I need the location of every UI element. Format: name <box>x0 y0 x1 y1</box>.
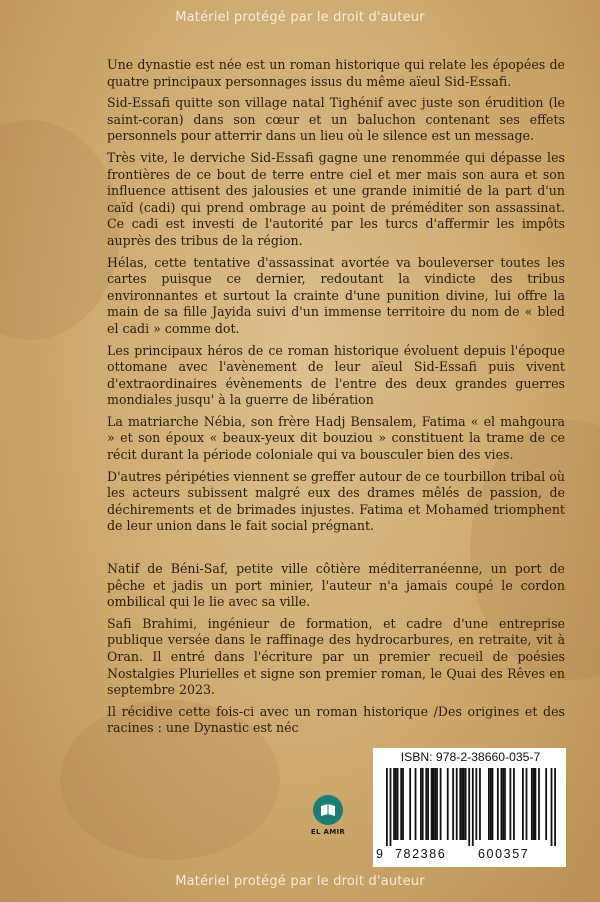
barcode-bar <box>533 768 535 840</box>
synopsis-paragraph: Une dynastie est née est un roman historique qui relate les épopées de quatre principaux personnages issus du même aïeul Sid-Essafi. <box>107 57 565 89</box>
barcode-bar <box>461 768 463 840</box>
barcode-bar <box>509 768 511 840</box>
barcode-bar <box>402 768 404 840</box>
barcode-bar <box>395 768 397 840</box>
synopsis-paragraph: Très vite, le derviche Sid-Essafi gagne une renommée qui dépasse les frontières de ce bout de terre entre ciel et mer mais son aura et son influence attisent des jalousies et une grande inimitié de la part d'un caïd (cadi) qui prend ombrage au point de préméditer son assassinat. Ce cadi est investi de l'autorité par les turcs d'affermir les impôts auprès des tribus de la région. <box>107 149 565 248</box>
synopsis-paragraph: Sid-Essafi quitte son village natal Tighénif avec juste son érudition (le saint-coran) dans son cœur et un baluchon contenant ses effets personnels pour atterrir dans un lieu où le silence est un message. <box>107 95 565 144</box>
synopsis-paragraph: Hélas, cette tentative d'assassinat avortée va bouleverser toutes les cartes puisque ce dernier, redoutant la vindicte des tribus environnantes et surtout la crainte d'une punition divine, lui offre la main de sa fille Jayida suivi d'un immense territoire du nom de « bled el cadi » comme dot. <box>107 254 565 336</box>
publisher-name: EL AMIR <box>310 828 346 836</box>
barcode-bar <box>422 768 424 840</box>
synopsis-paragraph: Les principaux héros de ce roman historique évoluent depuis l'époque ottomane avec l'avènement de leur aïeul Sid-Essafi puis vivent d'extraordinaires évènements de l'entre des deux grandes guerres mondiales jusqu' à la guerre de libération <box>107 342 565 408</box>
barcode-bar <box>400 768 402 840</box>
barcode-bar <box>479 768 481 840</box>
barcode-bar <box>513 768 515 840</box>
copyright-watermark-bottom: Matériel protégé par le droit d'auteur <box>175 874 425 889</box>
barcode-bar <box>468 768 470 846</box>
barcode-bar <box>545 768 547 840</box>
barcode-bar <box>531 768 533 840</box>
barcode-bar <box>522 768 524 840</box>
barcode-bar <box>409 768 411 840</box>
barcode-bar <box>538 768 540 840</box>
barcode-bar <box>393 768 395 840</box>
barcode-bar <box>501 768 503 840</box>
barcode-bar <box>551 768 553 846</box>
barcode-bar <box>463 768 465 840</box>
barcode <box>386 768 556 846</box>
author-bio-paragraph: Natif de Béni-Saf, petite ville côtière méditerranéenne, un port de pêche et jadis un port minier, l'auteur n'a jamais coupé le cordon ombilical qui le lie avec sa ville. <box>107 561 565 610</box>
back-cover-text <box>107 57 565 742</box>
copyright-watermark-top: Matériel protégé par le droit d'auteur <box>175 10 425 25</box>
synopsis-paragraph: La matriarche Nébia, son frère Hadj Bensalem, Fatima « el mahgoura » et son époux « beaux-yeux dit bouziou » constituent la trame de ce récit durant la période coloniale qui va bousculer bien des vies. <box>107 413 565 463</box>
barcode-bar <box>526 768 528 840</box>
synopsis-paragraph: D'autres péripéties viennent se greffer autour de ce tourbillon tribal où les acteurs subissent malgré eux des drames mêlés de passion, de déchirements et de brimades injustes. Fatima et Mohamed triomphent de leur union dans le fait social prégnant. <box>107 468 565 534</box>
barcode-bar <box>433 768 435 840</box>
barcode-digit-first: 9 <box>376 847 385 861</box>
barcode-bar <box>440 768 442 840</box>
book-icon <box>313 795 343 825</box>
isbn-barcode-box <box>373 748 566 867</box>
barcode-bar <box>475 768 477 840</box>
barcode-bar <box>452 768 454 840</box>
barcode-bar <box>456 768 458 840</box>
barcode-bar <box>488 768 490 840</box>
barcode-bar <box>459 768 461 840</box>
barcode-bar <box>465 768 467 840</box>
barcode-bar <box>436 768 438 840</box>
barcode-bar <box>420 768 422 840</box>
barcode-bar <box>504 768 506 840</box>
publisher-logo <box>307 795 349 836</box>
barcode-bar <box>535 768 537 840</box>
barcode-bar <box>431 768 433 840</box>
isbn-label: ISBN: 978-2-38660-035-7 <box>400 750 541 764</box>
barcode-bar <box>497 768 499 840</box>
barcode-bar <box>397 768 399 840</box>
author-bio-paragraph: Safi Brahimi, ingénieur de formation, et cadre d'une entreprise publique versée dans le raffinage des hydrocarbures, en retraite, vit à Oran. Il entré dans l'écriture par un premier recueil de poésies Nostalgies Plurielles et signe son premier roman, le Quai des Rêves en septembre 2023. <box>107 615 565 698</box>
barcode-bar <box>390 768 392 846</box>
barcode-digits-left: 782386 <box>395 847 447 861</box>
barcode-bar <box>415 768 417 840</box>
barcode-bar <box>492 768 494 840</box>
barcode-bar <box>427 768 429 840</box>
barcode-bar <box>554 768 556 846</box>
author-bio-paragraph: Il récidive cette fois-ci avec un roman historique /Des origines et des racines : une Dynastic est néc <box>107 703 565 736</box>
barcode-bar <box>447 768 449 840</box>
barcode-bar <box>434 768 436 840</box>
barcode-bar <box>502 768 504 840</box>
barcode-bar <box>425 768 427 840</box>
barcode-digits-right: 600357 <box>478 847 530 861</box>
barcode-bar <box>386 768 388 846</box>
barcode-bar <box>472 768 474 846</box>
barcode-bar <box>490 768 492 840</box>
paper-stain <box>0 120 120 340</box>
